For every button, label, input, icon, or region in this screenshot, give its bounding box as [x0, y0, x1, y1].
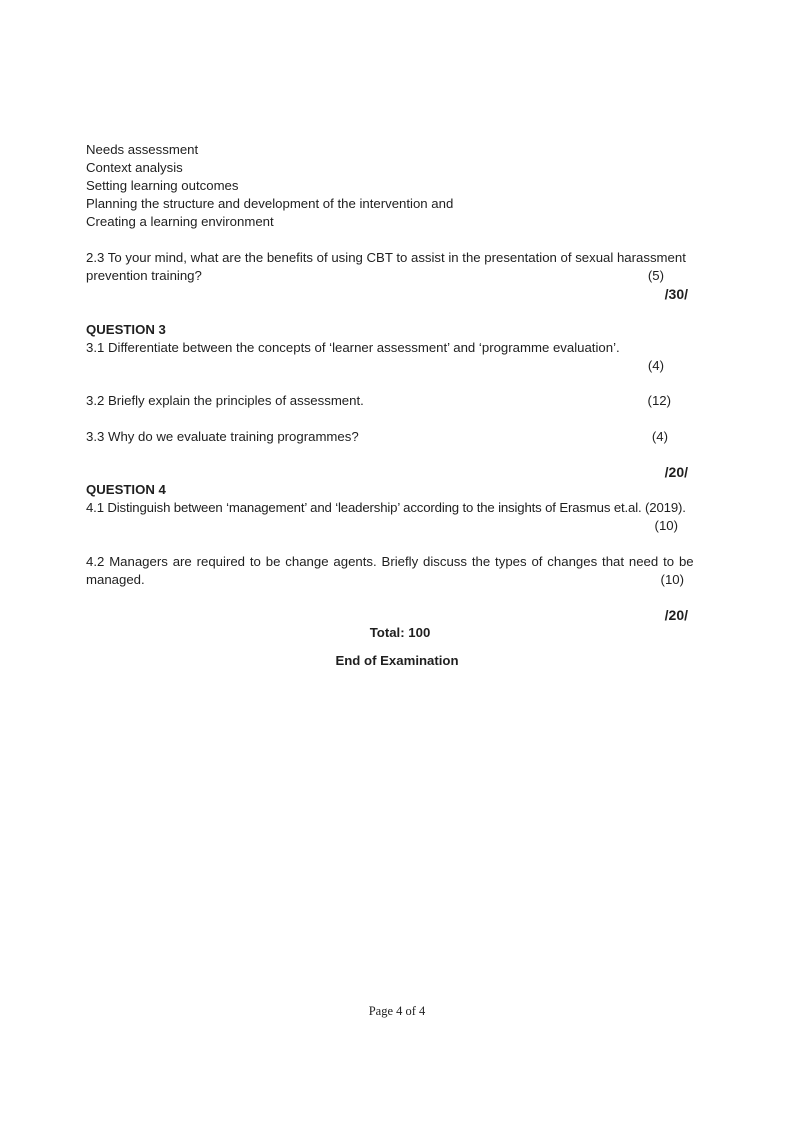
question-text: prevention training? [86, 268, 202, 283]
list-item: Context analysis [86, 160, 183, 175]
section-heading: QUESTION 3 [86, 322, 166, 337]
list-item: Needs assessment [86, 142, 199, 157]
section-total: /20/ [664, 607, 688, 623]
list-item: Creating a learning environment [86, 214, 274, 229]
section-total: /20/ [664, 464, 688, 480]
marks: (4) [647, 358, 664, 373]
marks: (12) [647, 393, 671, 408]
exam-total: Total: 100 [369, 625, 431, 640]
page-number: Page 4 of 4 [368, 1004, 426, 1018]
list-item: Planning the structure and development of the intervention and [86, 196, 454, 211]
question-text: 3.2 Briefly explain the principles of assessment. [86, 393, 364, 408]
marks: (5) [647, 268, 664, 283]
section-total: /30/ [664, 286, 688, 302]
marks: (10) [660, 572, 684, 587]
list-item: Setting learning outcomes [86, 178, 239, 193]
question-text: 3.3 Why do we evaluate training programmes? [86, 429, 359, 444]
section-heading: QUESTION 4 [86, 482, 166, 497]
question-text: managed. [86, 572, 145, 587]
marks: (10) [654, 518, 678, 533]
marks: (4) [651, 429, 668, 444]
question-text: 4.1 Distinguish between ‘management’ and ‘leadership’ according to the insights of Erasmus et.al. (2019). [86, 500, 686, 515]
end-of-exam: End of Examination [335, 653, 459, 668]
question-text: 4.2 Managers are required to be change agents. Briefly discuss the types of changes that need to be [86, 554, 694, 569]
question-text: 2.3 To your mind, what are the benefits of using CBT to assist in the presentation of sexual harassment [86, 250, 686, 265]
question-text: 3.1 Differentiate between the concepts of ‘learner assessment’ and ‘programme evaluation’. [86, 340, 620, 355]
